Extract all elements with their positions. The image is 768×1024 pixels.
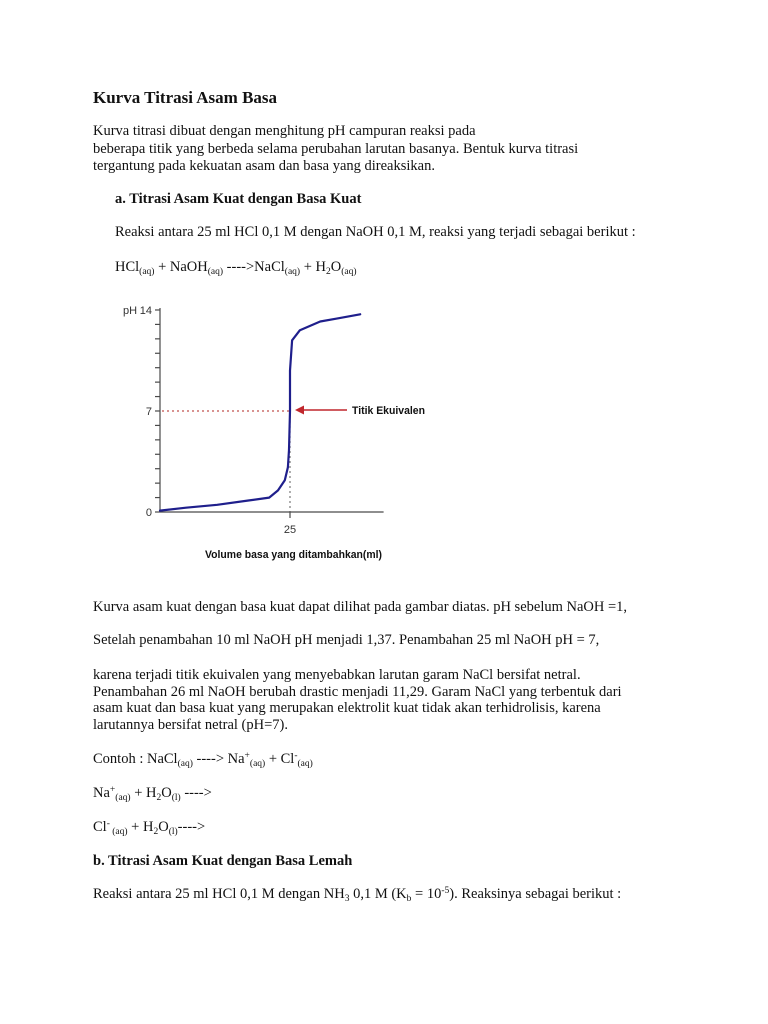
section-b-heading: b. Titrasi Asam Kuat dengan Basa Lemah bbox=[93, 853, 353, 869]
intro-paragraph-line: tergantung pada kekuatan asam dan basa yang direaksikan. bbox=[93, 158, 435, 174]
page-title: Kurva Titrasi Asam Basa bbox=[93, 88, 278, 107]
x-axis-label: Volume basa yang ditambahkan(ml) bbox=[205, 549, 383, 561]
y-tick-label: 7 bbox=[145, 405, 152, 418]
y-tick-label: 14 bbox=[139, 304, 152, 317]
y-tick-label: 0 bbox=[145, 507, 152, 519]
titration-curve-chart bbox=[110, 295, 440, 565]
section-b-reaction-text: Reaksi antara 25 ml HCl 0,1 M dengan $NH_3$ 0,1 M $(K_b = 10^{-5})$. Reaksinya sebagai berikut : bbox=[93, 886, 622, 904]
explanation-line: Setelah penambahan 10 ml NaOH pH menjadi 1,37. Penambahan 25 ml NaOH pH = 7, bbox=[93, 632, 600, 648]
explanation-paragraph-line: Penambahan 26 ml NaOH berubah drastic menjadi 11,29. Garam NaCl yang terbentuk dari bbox=[93, 684, 622, 700]
section-a-reaction-text: Reaksi antara 25 ml HCl 0,1 M dengan NaOH 0,1 M, reaksi yang terjadi sebagai berikut : bbox=[115, 224, 636, 240]
equivalence-point-label: Titik Ekuivalen bbox=[352, 404, 426, 417]
y-axis-label: pH bbox=[123, 304, 138, 317]
arrow-left-icon bbox=[295, 405, 304, 414]
section-a-heading: a. Titrasi Asam Kuat dengan Basa Kuat bbox=[115, 191, 362, 207]
intro-paragraph-line: beberapa titik yang berbeda selama perubahan larutan basanya. Bentuk kurva titrasi bbox=[93, 141, 579, 157]
example-equation-na: $Na^+_{(aq)} + H_2O_{(l)}$ ----> bbox=[93, 785, 212, 803]
example-equation-nacl: Contoh : NaCl$_{(aq)}$ ----> $Na^+_{(aq)} + Cl^-_{(aq)}$ bbox=[93, 751, 313, 769]
example-equation-cl: Cl- $_{(aq)} + H_2O_{(l)}---->$ bbox=[93, 819, 206, 837]
explanation-paragraph-line: karena terjadi titik ekuivalen yang menyebabkan larutan garam NaCl bersifat netral. bbox=[93, 667, 581, 683]
explanation-paragraph-line: asam kuat dan basa kuat yang merupakan elektrolit kuat tidak akan terhidrolisis, karena bbox=[93, 700, 601, 716]
intro-paragraph-line: Kurva titrasi dibuat dengan menghitung pH campuran reaksi pada bbox=[93, 123, 476, 139]
section-a-equation: HCl$_{(aq)}$ + NaOH$_{(aq)}$ ---->NaCl$_{(aq)}$ + $H_2O_{(aq)}$ bbox=[115, 259, 357, 277]
titration-curve-line bbox=[160, 314, 360, 510]
explanation-line: Kurva asam kuat dengan basa kuat dapat dilihat pada gambar diatas. pH sebelum NaOH =1, bbox=[93, 599, 628, 615]
x-tick-label: 25 bbox=[283, 524, 297, 536]
explanation-paragraph-line: larutannya bersifat netral (pH=7). bbox=[93, 717, 288, 733]
